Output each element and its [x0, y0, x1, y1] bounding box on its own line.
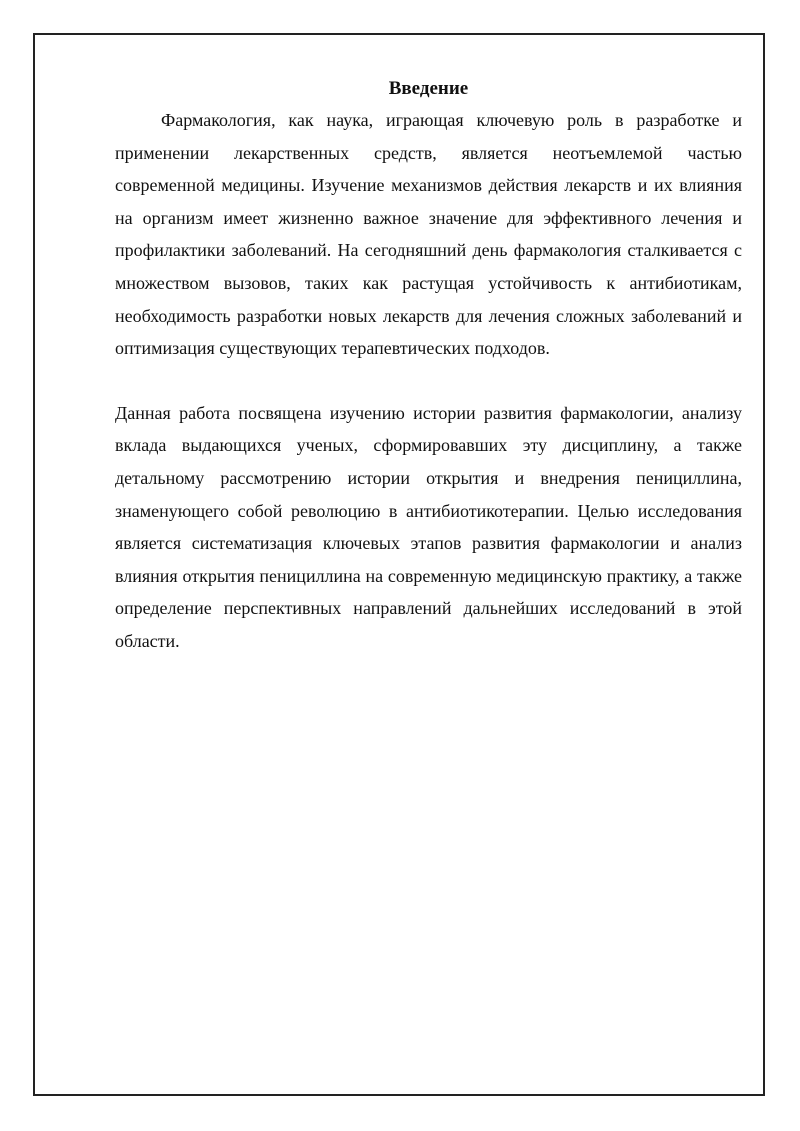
paragraph-intro: Фармакология, как наука, играющая ключевую роль в разработке и применении лекарственных средств, является неотъемлемой частью современной медицины. Изучение механизмов действия лекарств и их влияния на организм имеет жизненно важное значение для эффективного лечения и профилактики заболеваний. На сегодняшний день фармакология сталкивается с множеством вызовов, таких как растущая устойчивость к антибиотикам, необходимость разработки новых лекарств для лечения сложных заболеваний и оптимизация существующих терапевтических подходов.	[115, 110, 742, 359]
document-body	[115, 74, 742, 658]
paragraph-spacer	[115, 365, 742, 397]
paragraph-purpose: Данная работа посвящена изучению истории развития фармакологии, анализу вклада выдающихся ученых, сформировавших эту дисциплину, а также детальному рассмотрению истории открытия и внедрения пенициллина, знаменующего собой революцию в антибиотикотерапии. Целью исследования является систематизация ключевых этапов развития фармакологии и анализ влияния открытия пенициллина на современную медицинскую практику, а также определение перспективных направлений дальнейших исследований в этой области.	[115, 402, 742, 651]
section-title: Введение	[388, 78, 469, 99]
